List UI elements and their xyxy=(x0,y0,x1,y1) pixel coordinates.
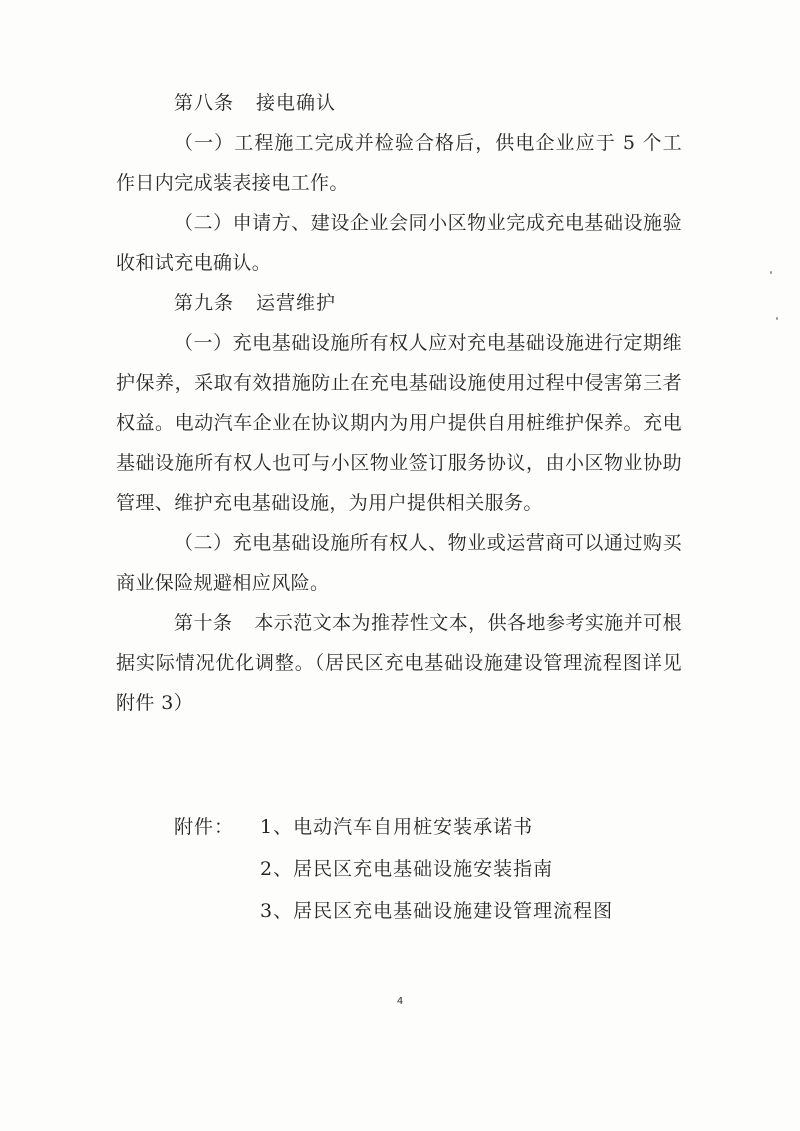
clause-text: （一）充电基础设施所有权人应对充电基础设施进行定期维护保养，采取有效措施防止在充电基础设施使用过程中侵害第三者权益。电动汽车企业在协议期内为用户提供自用桩维护保养。充电基础设施所有权人也可与小区物业签订服务协议，由小区物业协助管理、维护充电基础设施，为用户提供相关服务。 xyxy=(116,332,682,514)
attachment-item xyxy=(174,848,674,890)
page-number: 4 xyxy=(396,996,404,1007)
article-number: 第九条 xyxy=(174,292,235,314)
scan-speck xyxy=(776,317,778,320)
article-9-clause-2 xyxy=(116,523,682,603)
article-10-paragraph xyxy=(116,603,682,723)
attachment-item xyxy=(174,806,674,848)
attachments-label: 附件： xyxy=(174,816,235,838)
article-title: 运营维护 xyxy=(256,292,337,314)
document-body xyxy=(116,83,682,723)
article-8-heading xyxy=(116,83,682,123)
attachment-title: 3、居民区充电基础设施建设管理流程图 xyxy=(260,900,614,922)
article-9-heading xyxy=(116,283,682,323)
attachments-list xyxy=(174,806,674,932)
article-number: 第八条 xyxy=(174,92,235,114)
clause-text: （一）工程施工完成并检验合格后，供电企业应于 5 个工作日内完成装表接电工作。 xyxy=(116,132,682,194)
clause-text: （二）充电基础设施所有权人、物业或运营商可以通过购买商业保险规避相应风险。 xyxy=(116,532,682,594)
article-number: 第十条 xyxy=(174,612,233,634)
article-title: 接电确认 xyxy=(256,92,337,114)
attachment-title: 2、居民区充电基础设施安装指南 xyxy=(260,858,554,880)
scan-speck xyxy=(770,271,772,274)
attachment-title: 1、电动汽车自用桩安装承诺书 xyxy=(260,816,534,838)
article-8-clause-2 xyxy=(116,203,682,283)
clause-text: （二）申请方、建设企业会同小区物业完成充电基础设施验收和试充电确认。 xyxy=(116,212,682,274)
article-9-clause-1 xyxy=(116,323,682,523)
attachment-item xyxy=(174,890,674,932)
article-8-clause-1 xyxy=(116,123,682,203)
article-text: 本示范文本为推荐性文本，供各地参考实施并可根据实际情况优化调整。（居民区充电基础设施建设管理流程图详见附件 3） xyxy=(116,612,682,714)
